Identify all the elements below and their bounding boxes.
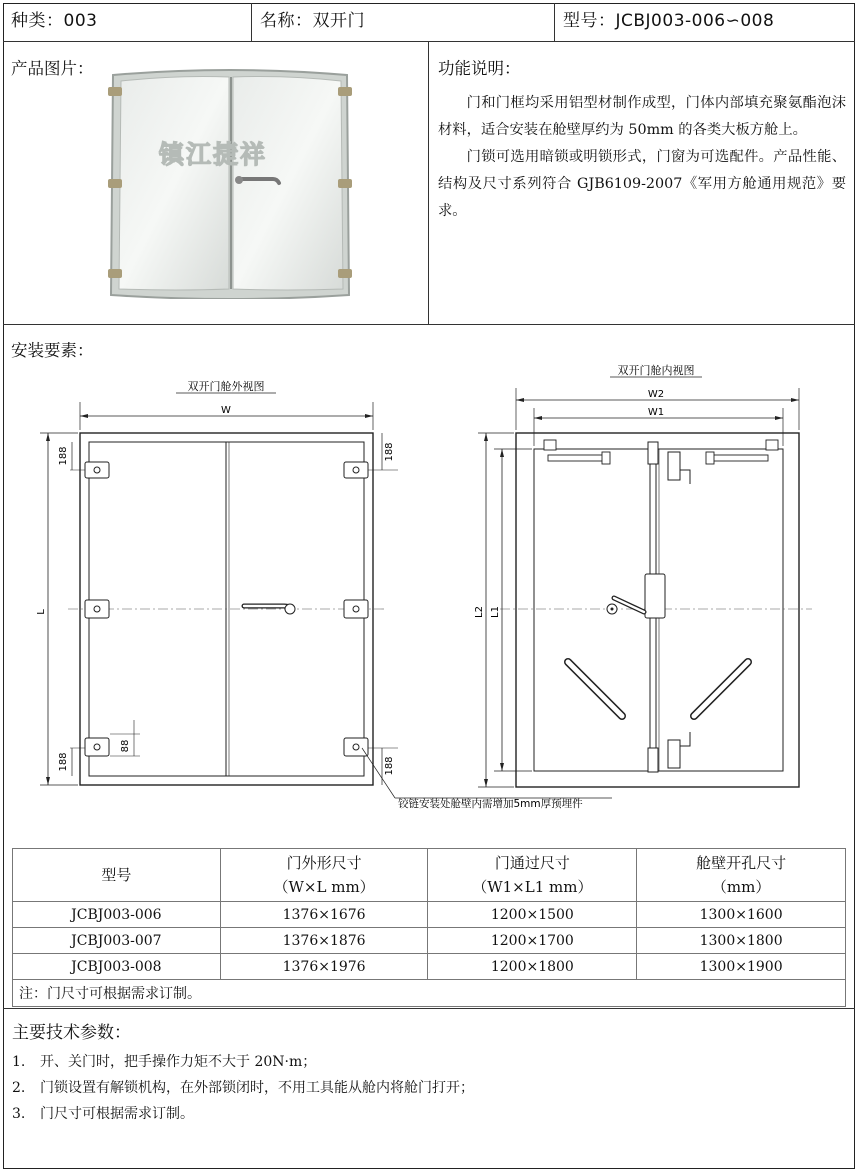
function-paragraph-1: 门和门框均采用铝型材制作成型，门体内部填充聚氨酯泡沫材料，适合安装在舱壁厚约为 50mm 的各类大板方舱上。 — [438, 95, 846, 138]
col-model-header: 型号 — [13, 849, 221, 902]
list-item: 2. 门锁设置有解锁机构，在外部锁闭时，不用工具能从舱内将舱门打开； — [12, 1080, 474, 1096]
params-title: 主要技术参数： — [12, 1023, 131, 1043]
section-divider-2 — [3, 1008, 855, 1009]
function-description — [438, 90, 846, 225]
dim-l1-label: L1 — [490, 606, 501, 618]
product-function-divider — [428, 41, 429, 324]
table-row: JCBJ003-006 1376×1676 1200×1500 1300×1600 — [13, 902, 846, 928]
inside-view-caption: 双开门舱内视图 — [617, 364, 695, 377]
model-value: JCBJ003-006∽008 — [615, 11, 775, 31]
header-sep-1 — [251, 3, 252, 41]
function-paragraph-2: 门锁可选用暗锁或明锁形式，门窗为可选配件。产品性能、结构及尺寸系列符合 GJB6109-2007《军用方舱通用规范》要求。 — [438, 149, 846, 219]
category-label: 种类： — [11, 11, 64, 31]
tech-params — [12, 1018, 474, 1127]
product-image-title: 产品图片： — [11, 59, 94, 78]
spec-table-header — [13, 849, 846, 902]
dim-right-bottom-188: 188 — [384, 756, 395, 776]
category-value: 003 — [63, 11, 98, 31]
col-outer-header: 门外形尺寸 （W×L mm） — [220, 849, 428, 902]
category-field — [11, 6, 97, 31]
function-title: 功能说明： — [438, 59, 521, 78]
model-field — [563, 6, 774, 31]
hinge-note: 铰链安装处舱壁内需增加5mm厚预埋件 — [398, 798, 583, 810]
header-divider — [3, 41, 855, 42]
install-drawings — [0, 360, 860, 840]
model-label: 型号： — [563, 11, 616, 31]
col-pass-header: 门通过尺寸 （W1×L1 mm） — [428, 849, 637, 902]
table-row: JCBJ003-007 1376×1876 1200×1700 1300×1800 — [13, 928, 846, 954]
dim-inner-88: 88 — [120, 739, 131, 753]
install-title: 安装要素： — [11, 341, 94, 360]
watermark-text: 镇江捷祥 — [159, 140, 268, 169]
name-label: 名称： — [260, 11, 313, 31]
dim-top-188: 188 — [58, 446, 69, 466]
spec-table — [12, 848, 846, 1007]
col-hole-header: 舱壁开孔尺寸 （mm） — [637, 849, 846, 902]
header-sep-2 — [554, 3, 555, 41]
dim-l2-label: L2 — [474, 606, 485, 618]
dim-l-label: L — [36, 609, 47, 615]
table-row: JCBJ003-008 1376×1976 1200×1800 1300×1900 — [13, 954, 846, 980]
list-item: 3. 门尺寸可根据需求订制。 — [12, 1106, 194, 1122]
dim-right-top-188: 188 — [384, 442, 395, 462]
dim-bottom-188: 188 — [58, 752, 69, 772]
table-note: 注：门尺寸可根据需求订制。 — [13, 980, 846, 1007]
dim-w1-label: W1 — [647, 407, 665, 418]
dim-w-label: W — [221, 405, 231, 416]
list-item: 1. 开、关门时，把手操作力矩不大于 20N·m； — [12, 1054, 317, 1070]
name-value: 双开门 — [312, 11, 365, 31]
name-field — [260, 6, 365, 31]
section-divider-1 — [3, 324, 855, 325]
product-photo — [107, 67, 353, 299]
outside-view-caption: 双开门舱外视图 — [187, 380, 265, 393]
dim-w2-label: W2 — [647, 389, 665, 400]
table-note-row — [13, 980, 846, 1007]
